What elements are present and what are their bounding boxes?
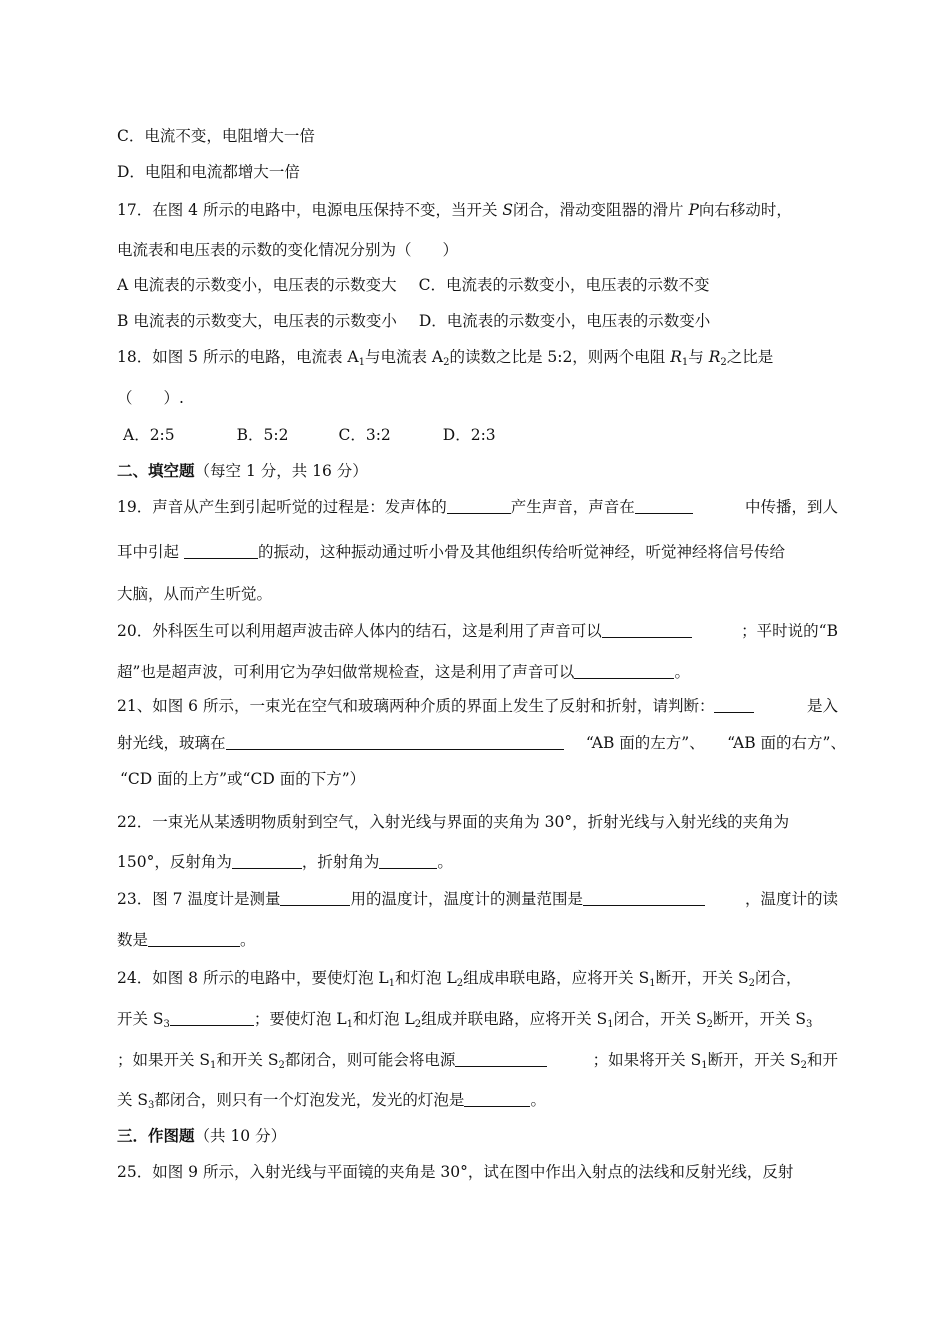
q22-line1: 22．一束光从某透明物质射到空气，入射光线与界面的夹角为 30°，折射光线与入射光线的夹角为 (117, 813, 790, 831)
q18-option-a: A．2:5 (123, 426, 175, 444)
q18-option-b: B．5:2 (236, 426, 289, 444)
q17-option-b: B 电流表的示数变大，电压表的示数变小 (117, 312, 397, 330)
q18-options (123, 423, 838, 447)
q25-line1: 25．如图 9 所示，入射光线与平面镜的夹角是 30°，试在图中作出入射点的法线和反射光线，反射 (117, 1163, 794, 1181)
blank[interactable] (583, 890, 705, 906)
section-2-note: （每空 1 分，共 16 分） (194, 462, 368, 480)
q24-line1: 24．如图 8 所示的电路中，要使灯泡 $L_1$和灯泡 $L_2$组成串联电路，应将开关 $S_1$断开，开关 $S_2$闭合， (117, 969, 802, 989)
section-3-title: 三．作图题 (117, 1127, 195, 1145)
q21-line2: 射光线，玻璃在 “AB 面的左方”、 “AB 面的右方”、 (117, 734, 846, 752)
q20-line1: 20．外科医生可以利用超声波击碎人体内的结石，这是利用了声音可以 ；平时说的“B (117, 622, 838, 640)
option-d: D．电阻和电流都增大一倍 (117, 163, 300, 181)
blank[interactable] (148, 931, 240, 947)
q17-stem-line2: 电流表和电压表的示数的变化情况分别为（ ） (117, 241, 459, 259)
q19-line1: 19．声音从产生到引起听觉的过程是：发声体的 产生声音，声音在 中传播，到人 (117, 498, 838, 516)
blank[interactable] (464, 1091, 530, 1107)
q17-stem: 17．在图 4 所示的电路中，电源电压保持不变，当开关 S闭合，滑动变阻器的滑片 P向右移动时， (117, 201, 792, 219)
blank[interactable] (455, 1051, 547, 1067)
section-3-note: （共 10 分） (194, 1127, 287, 1145)
q24-line2: 开关 $S_3$ ；要使灯泡 $L_1$和灯泡 $L_2$组成并联电路，应将开关 $S_1$闭合，开关 $S_2$断开，开关 $S_3$ (117, 1010, 813, 1030)
q23-line2: 数是 。 (117, 931, 256, 949)
q18-stem: 18．如图 5 所示的电路，电流表 $A_1$与电流表 $A_2$的读数之比是 5:2，则两个电阻 $R_1$与 $R_2$之比是 (117, 348, 774, 368)
blank[interactable] (184, 543, 258, 559)
q17-options-row2 (117, 309, 838, 333)
option-c: C．电流不变，电阻增大一倍 (117, 127, 315, 145)
q17-option-c: C．电流表的示数变小，电压表的示数不变 (418, 276, 710, 294)
q20-line2: 超”也是超声波，可利用它为孕妇做常规检查，这是利用了声音可以 。 (117, 663, 690, 681)
q17-option-a: A 电流表的示数变小，电压表的示数变大 (117, 276, 397, 294)
q21-line3: “CD 面的上方”或“CD 面的下方”） (120, 770, 366, 788)
section-2-title: 二、填空题 (117, 462, 195, 480)
blank[interactable] (574, 663, 674, 679)
blank[interactable] (280, 890, 350, 906)
blank[interactable] (447, 498, 511, 514)
q18-option-d: D．2:3 (442, 426, 496, 444)
blank[interactable] (379, 853, 437, 869)
blank[interactable] (714, 697, 754, 713)
q24-line4: 关 $S_3$都闭合，则只有一个灯泡发光，发光的灯泡是 。 (117, 1091, 546, 1111)
section-2-heading (117, 459, 838, 483)
q23-line1: 23．图 7 温度计是测量 用的温度计，温度计的测量范围是 ，温度计的读 (117, 890, 838, 908)
q18-option-c: C．3:2 (338, 426, 391, 444)
blank[interactable] (226, 734, 418, 750)
blank[interactable] (602, 622, 692, 638)
q22-line2: 150°，反射角为 ，折射角为 。 (117, 853, 453, 871)
q17-options-row1 (117, 273, 838, 297)
q19-line2: 耳中引起 的振动，这种振动通过听小骨及其他组织传给听觉神经，听觉神经将信号传给 (117, 543, 785, 561)
blank[interactable] (170, 1010, 254, 1026)
q21-line1: 21、如图 6 所示，一束光在空气和玻璃两种介质的界面上发生了反射和折射，请判断： 是入 (117, 697, 838, 715)
q24-line3: ；如果开关 $S_1$和开关 $S_2$都闭合，则可能会将电源 ；如果将开关 $S_1$断开，开关 $S_2$和开 (117, 1051, 838, 1071)
q19-line3: 大脑，从而产生听觉。 (117, 585, 273, 603)
q18-stem-line2: （ ）. (117, 389, 184, 407)
blank[interactable] (635, 498, 693, 514)
blank[interactable] (418, 734, 564, 750)
blank[interactable] (232, 853, 302, 869)
q17-option-d: D．电流表的示数变小，电压表的示数变小 (418, 312, 711, 330)
section-3-heading (117, 1124, 838, 1148)
